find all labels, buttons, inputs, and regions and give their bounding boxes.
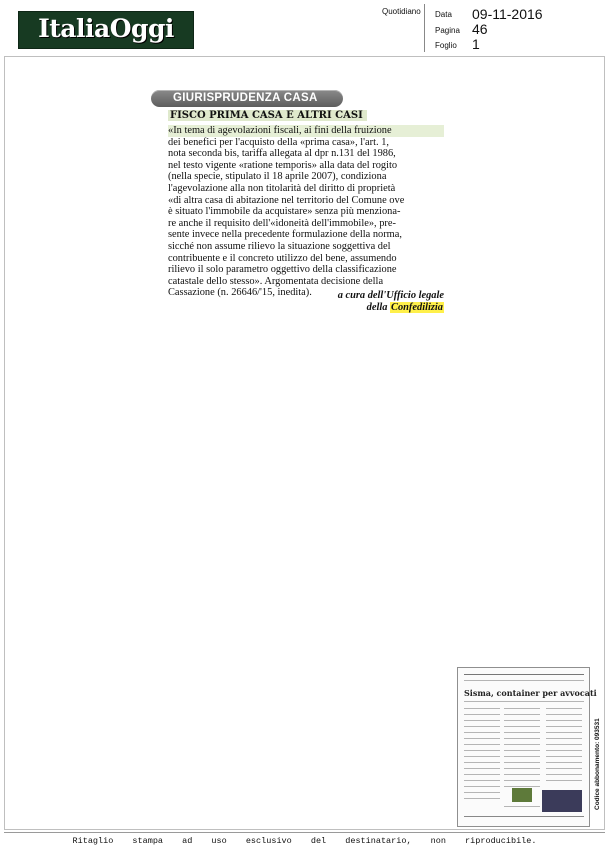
article-line: sicché non assume rilievo la situazione soggettiva del — [168, 240, 391, 252]
article-title: FISCO PRIMA CASA E ALTRI CASI — [168, 110, 367, 121]
article-line: nota seconda bis, tariffa allegata al dpr n.131 del 1986, — [168, 148, 396, 160]
article-line: nel testo vigente «ratione temporis» alla data del rogito — [168, 159, 398, 171]
date-label: Data — [435, 10, 452, 19]
article-line: (nella specie, stipulato il 18 aprile 2007), condiziona — [168, 171, 387, 183]
sheet-value: 1 — [472, 36, 480, 52]
footer-notice: Ritaglio stampa ad uso esclusivo del destinatario, non riproducibile. — [72, 836, 537, 846]
section-label: GIURISPRUDENZA CASA — [173, 92, 318, 104]
clipping-meta-box — [424, 4, 605, 52]
article-line: l'agevolazione alla non titolarità del diritto di proprietà — [168, 182, 396, 194]
article-credit-line2 — [168, 302, 444, 313]
subscription-code: Codice abbonamento: 093531 — [594, 718, 601, 810]
footer-divider — [4, 832, 605, 833]
page-thumbnail — [457, 667, 597, 827]
highlighted-organization: Confedilizia — [391, 302, 443, 313]
article-line: è situato l'immobile da acquistare» senza più menziona- — [168, 206, 401, 218]
page-value: 46 — [472, 21, 488, 37]
credit-prefix: della — [366, 302, 391, 313]
article-credit-line1: a cura dell'Ufficio legale — [337, 290, 444, 301]
logo-text: ItaliaOggi — [38, 14, 174, 43]
article-line: sente invece nella precedente formulazione della norma, — [168, 229, 402, 241]
article-line: catastale dello stesso». Argomentata decisione della — [168, 275, 384, 287]
section-banner — [151, 90, 343, 107]
article-line: dei benefici per l'acquisto della «prima casa», l'art. 1, — [168, 136, 389, 148]
thumbnail-headline: Sisma, container per avvocati — [464, 688, 597, 698]
article-line: «In tema di agevolazioni fiscali, ai fini della fruizione — [168, 125, 444, 137]
article-line: rilievo il solo parametro oggettivo della classificazione — [168, 264, 397, 276]
article-body — [168, 125, 444, 299]
date-value: 09-11-2016 — [472, 6, 543, 22]
article-line: Cassazione (n. 26646/'15, inedita). — [168, 287, 312, 299]
publication-logo — [18, 11, 194, 49]
publication-type: Quotidiano — [382, 7, 421, 16]
article-line: re anche il requisito dell'«idoneità dell'immobile», pre- — [168, 217, 396, 229]
sheet-label: Foglio — [435, 41, 457, 50]
page-label: Pagina — [435, 26, 460, 35]
article-line: «di altra casa di abitazione nel territorio del Comune ove — [168, 194, 405, 206]
article-line: contribuente e il concreto utilizzo del bene, assumendo — [168, 252, 397, 264]
